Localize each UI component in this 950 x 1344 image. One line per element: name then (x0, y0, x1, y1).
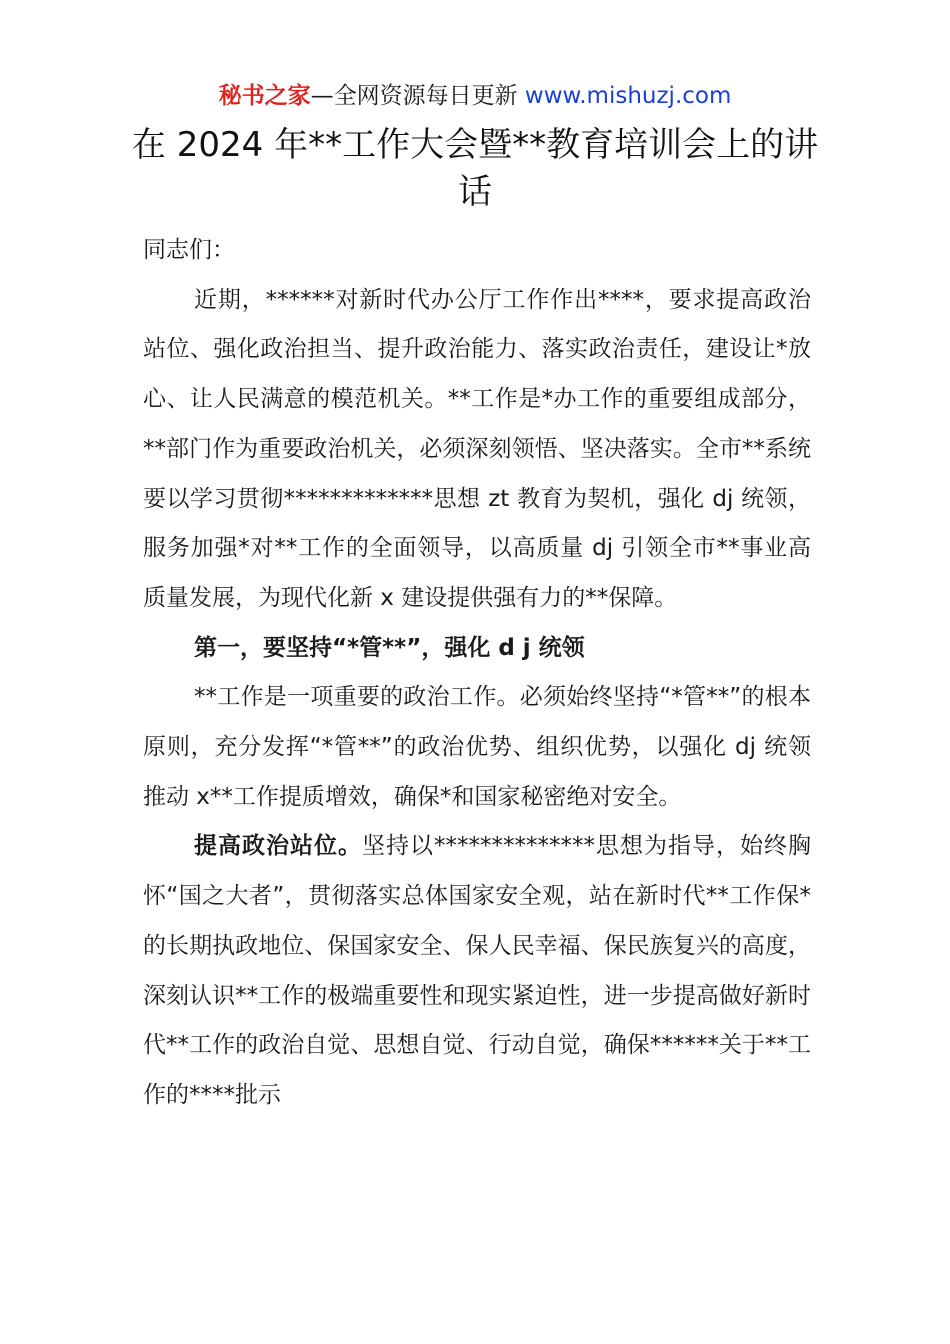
document-body (143, 226, 811, 1121)
point-lead: 提高政治站位。 (194, 833, 362, 860)
intro-paragraph: 近期，******对新时代办公厅工作作出****，要求提高政治站位、强化政治担当、提升政治能力、落实政治责任，建设让*放心、让人民满意的模范机关。**工作是*办工作的重要组成部分，**部门作为重要政治机关，必须深刻领悟、坚决落实。全市**系统要以学习贯彻*************思想 zt 教育为契机，强化 dj 统领，服务加强*对**工作的全面领导，以高质量 dj 引领全市**事业高质量发展，为现代化新 x 建设提供强有力的**保障。 (143, 286, 811, 611)
document-title: 在 2024 年**工作大会暨**教育培训会上的讲话 (131, 125, 819, 212)
site-tagline: —全网资源每日更新 (310, 83, 518, 109)
site-brand: 秘书之家 (218, 83, 311, 109)
section-paragraph: **工作是一项重要的政治工作。必须始终坚持“*管**”的根本原则，充分发挥“*管**”的政治优势、组织优势，以强化 dj 统领推动 x**工作提质增效，确保*和国家秘密绝对安全。 (143, 684, 811, 810)
site-url-link[interactable]: www.mishuzj.com (524, 83, 732, 109)
section-heading: 第一，要坚持“*管**”，强化 d j 统领 (194, 634, 585, 661)
salutation: 同志们： (143, 237, 235, 263)
point-paragraph (143, 822, 811, 1120)
site-banner (0, 80, 950, 112)
point-body: 坚持以**************思想为指导，始终胸怀“国之大者”，贯彻落实总体国家安全观，站在新时代**工作保*的长期执政地位、保国家安全、保人民幸福、保民族复兴的高度，深刻认识**工作的极端重要性和现实紧迫性，进一步提高做好新时代**工作的政治自觉、思想自觉、行动自觉，确保******关于**工作的****批示 (143, 833, 811, 1108)
